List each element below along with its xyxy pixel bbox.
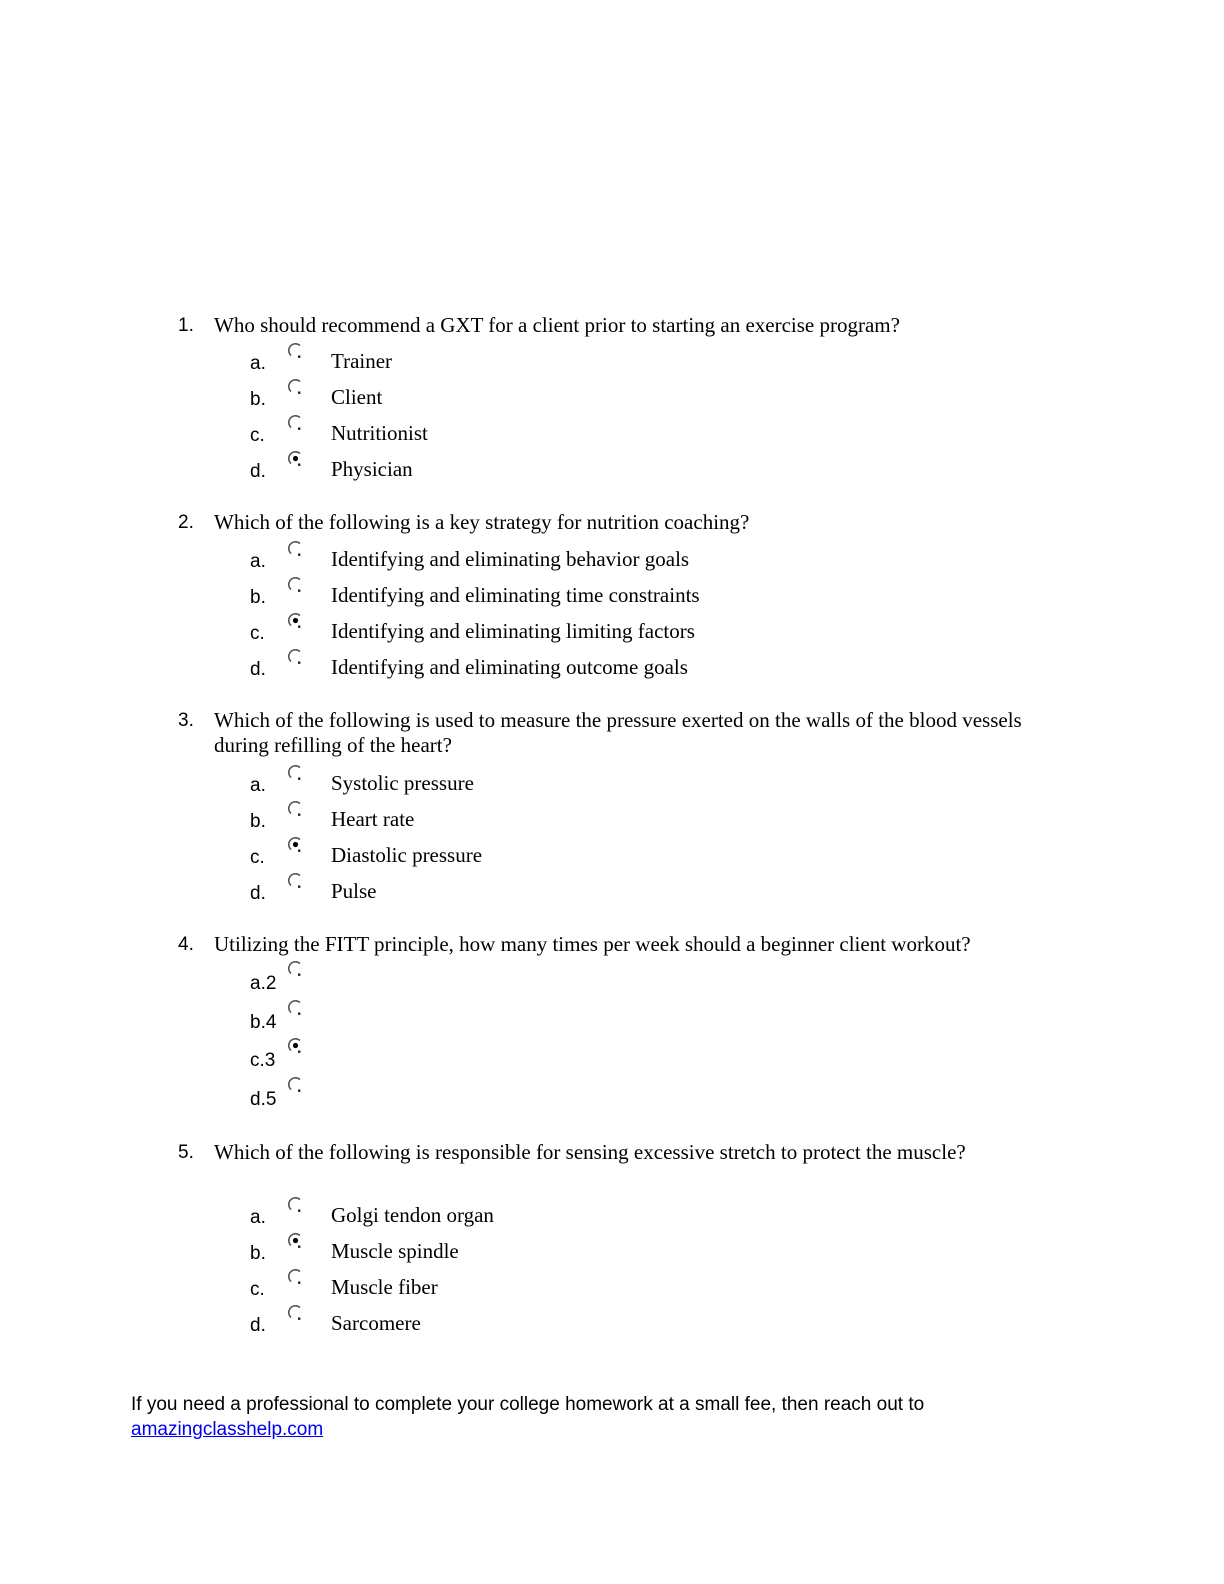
answer-option[interactable] [0, 1311, 1224, 1345]
footer-link[interactable]: amazingclasshelp.com [131, 1419, 324, 1440]
option-letter: a. [250, 551, 266, 572]
question-number: 4. [178, 934, 194, 955]
option-letter: b. [250, 1243, 266, 1264]
option-letter: a. [250, 353, 266, 374]
answer-option[interactable] [0, 385, 1224, 419]
radio-icon[interactable] [286, 763, 306, 783]
option-letter: b. [250, 811, 266, 832]
option-text: Identifying and eliminating outcome goals [331, 655, 688, 679]
answer-option[interactable] [0, 1085, 1224, 1119]
option-letter: b. [250, 389, 266, 410]
answer-option[interactable] [0, 421, 1224, 455]
answer-option[interactable] [0, 843, 1224, 877]
option-letter: b. [250, 587, 266, 608]
question-text: Which of the following is a key strategy for nutrition coaching? [214, 510, 750, 534]
answer-option[interactable] [0, 879, 1224, 913]
option-letter: d. [250, 461, 266, 482]
question-text: Which of the following is used to measure the pressure exerted on the walls of the blood vessels during refilling of the heart? [214, 708, 1022, 757]
option-letter: c. [250, 847, 265, 868]
radio-icon[interactable] [286, 959, 306, 979]
radio-icon[interactable] [286, 377, 306, 397]
answer-option[interactable] [0, 807, 1224, 841]
option-letter: a. [250, 775, 266, 796]
option-letter: d.5 [250, 1089, 277, 1110]
answer-option[interactable] [0, 619, 1224, 653]
question-text: Utilizing the FITT principle, how many times per week should a beginner client workout? [214, 932, 971, 956]
question-number: 3. [178, 710, 194, 731]
radio-selected-dot [293, 842, 298, 847]
answer-option[interactable] [0, 349, 1224, 383]
radio-icon[interactable] [286, 413, 306, 433]
answer-option[interactable] [0, 547, 1224, 581]
radio-icon[interactable] [286, 341, 306, 361]
answer-option[interactable] [0, 1046, 1224, 1080]
option-text: Identifying and eliminating behavior goals [331, 547, 690, 571]
footer-text: If you need a professional to complete your college homework at a small fee, then reach out to [131, 1394, 925, 1415]
option-letter: a. [250, 1207, 266, 1228]
option-letter: d. [250, 659, 266, 680]
option-text: Diastolic pressure [331, 843, 483, 867]
answer-option[interactable] [0, 969, 1224, 1003]
option-text: Sarcomere [331, 1311, 421, 1335]
radio-selected-dot [293, 1238, 298, 1243]
question-text: Who should recommend a GXT for a client prior to starting an exercise program? [214, 313, 900, 337]
option-text: Systolic pressure [331, 771, 474, 795]
radio-icon[interactable] [286, 611, 306, 631]
answer-option[interactable] [0, 655, 1224, 689]
option-text: Identifying and eliminating time constraints [331, 583, 700, 607]
option-text: Golgi tendon organ [331, 1203, 494, 1227]
option-text: Muscle fiber [331, 1275, 438, 1299]
radio-icon[interactable] [286, 647, 306, 667]
option-letter: a.2 [250, 973, 277, 994]
option-text: Muscle spindle [331, 1239, 459, 1263]
radio-selected-dot [293, 456, 298, 461]
radio-icon[interactable] [286, 1231, 306, 1251]
option-text: Physician [331, 457, 413, 481]
option-letter: c. [250, 623, 265, 644]
radio-icon[interactable] [286, 539, 306, 559]
radio-icon[interactable] [286, 871, 306, 891]
option-text: Heart rate [331, 807, 415, 831]
radio-icon[interactable] [286, 1075, 306, 1095]
option-text: Identifying and eliminating limiting factors [331, 619, 695, 643]
answer-option[interactable] [0, 1008, 1224, 1042]
answer-option[interactable] [0, 583, 1224, 617]
radio-icon[interactable] [286, 1303, 306, 1323]
radio-icon[interactable] [286, 449, 306, 469]
radio-selected-dot [293, 1043, 298, 1048]
radio-icon[interactable] [286, 998, 306, 1018]
option-text: Pulse [331, 879, 377, 903]
radio-icon[interactable] [286, 575, 306, 595]
question-number: 1. [178, 315, 194, 336]
option-letter: b.4 [250, 1012, 277, 1033]
radio-icon[interactable] [286, 1195, 306, 1215]
answer-option[interactable] [0, 1239, 1224, 1273]
answer-option[interactable] [0, 771, 1224, 805]
radio-icon[interactable] [286, 1036, 306, 1056]
radio-icon[interactable] [286, 835, 306, 855]
option-text: Client [331, 385, 383, 409]
radio-icon[interactable] [286, 1267, 306, 1287]
radio-icon[interactable] [286, 799, 306, 819]
answer-option[interactable] [0, 1275, 1224, 1309]
option-text: Nutritionist [331, 421, 428, 445]
option-letter: c.3 [250, 1050, 276, 1071]
radio-selected-dot [293, 618, 298, 623]
option-letter: d. [250, 1315, 266, 1336]
answer-option[interactable] [0, 1203, 1224, 1237]
question-text: Which of the following is responsible for sensing excessive stretch to protect the muscle? [214, 1140, 966, 1164]
option-letter: c. [250, 425, 265, 446]
answer-option[interactable] [0, 457, 1224, 491]
option-letter: d. [250, 883, 266, 904]
question-number: 5. [178, 1142, 194, 1163]
option-text: Trainer [331, 349, 393, 373]
option-letter: c. [250, 1279, 265, 1300]
question-number: 2. [178, 512, 194, 533]
